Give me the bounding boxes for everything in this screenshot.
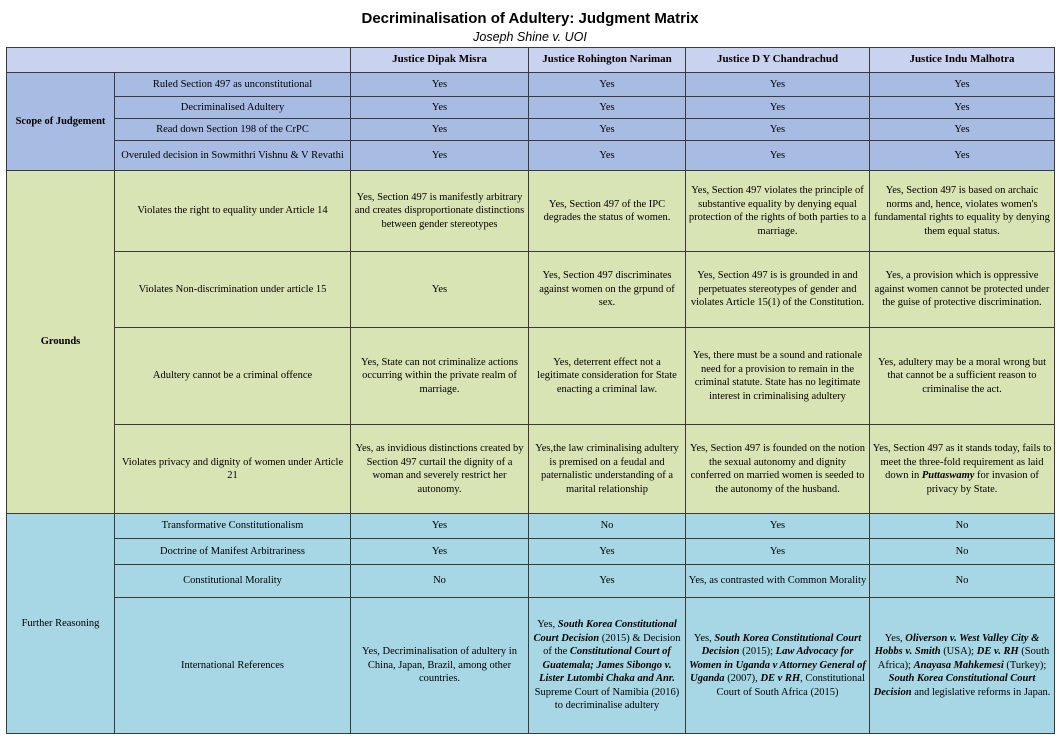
table-row	[7, 328, 1055, 425]
table-cell: Yes, Section 497 is founded on the notion the sexual autonomy and dignity conferred on married women is seeded to the autonomy of the husband.	[686, 425, 870, 514]
cell-text: (Turkey);	[1003, 659, 1047, 671]
table-cell: Yes	[686, 539, 870, 565]
table-cell: Yes	[529, 119, 686, 141]
table-cell: Yes	[529, 565, 686, 598]
table-cell: Yes	[686, 514, 870, 539]
table-cell: Yes, Section 497 discriminates against women on the grpund of sex.	[529, 252, 686, 328]
table-row	[7, 141, 1055, 171]
row-label: Read down Section 198 of the CrPC	[115, 119, 351, 141]
table-cell: Yes, Section 497 is is grounded in and perpetuates stereotypes of gender and violates Article 15(1) of the Constitution.	[686, 252, 870, 328]
cell-text: Yes,	[537, 619, 558, 631]
table-cell: Yes	[529, 97, 686, 119]
table-cell: Yes, as invidious distinctions created by Section 497 curtail the dignity of a woman and severely restrict her autonomy.	[351, 425, 529, 514]
table-cell: No	[529, 514, 686, 539]
row-label: Violates privacy and dignity of women under Article 21	[115, 425, 351, 514]
cell-text: for invasion of privacy by State.	[926, 470, 1039, 495]
table-cell	[870, 425, 1055, 514]
table-cell: Yes	[351, 97, 529, 119]
table-row	[7, 171, 1055, 252]
table-row	[7, 425, 1055, 514]
table-row	[7, 598, 1055, 734]
case-citation: South Korea Constitutional Court Decision	[533, 619, 677, 644]
row-label: Violates the right to equality under Article 14	[115, 171, 351, 252]
table-cell: Yes, there must be a sound and rationale need for a provision to remain in the criminal statute. State has no legitimate interest in criminalising adultery	[686, 328, 870, 425]
cell-text: (2007),	[724, 673, 761, 685]
case-citation: Law Advocacy for Women in Uganda v Attorney General of Uganda	[689, 646, 866, 685]
row-label: Doctrine of Manifest Arbitrariness	[115, 539, 351, 565]
table-cell: Yes	[351, 252, 529, 328]
case-citation: Anayasa Mahkemesi	[913, 659, 1004, 671]
cell-text: Yes, Section 497 as it stands today, fails to meet the three-fold requirement as laid down in	[872, 443, 1052, 481]
table-cell: Yes	[686, 97, 870, 119]
table-cell: Yes	[686, 119, 870, 141]
table-cell: Yes	[351, 73, 529, 97]
table-cell: Yes, Section 497 of the IPC degrades the status of women.	[529, 171, 686, 252]
header-blank	[7, 48, 351, 73]
table-cell: Yes, Section 497 is manifestly arbitrary and creates disproportionate distinctions between gender stereotypes	[351, 171, 529, 252]
cell-text: (2015) & Decision of the	[543, 632, 681, 658]
table-cell: Yes, Section 497 is based on archaic norms and, hence, violates women's fundamental rights to equality by denying them equal status.	[870, 171, 1055, 252]
row-label: Decriminalised Adultery	[115, 97, 351, 119]
table-cell: No	[870, 539, 1055, 565]
table-cell: Yes	[351, 141, 529, 171]
table-cell: Yes, State can not criminalize actions occurring within the private realm of marriage.	[351, 328, 529, 425]
table-cell: Yes, as contrasted with Common Morality	[686, 565, 870, 598]
column-header: Justice Indu Malhotra	[870, 48, 1055, 73]
column-header: Justice D Y Chandrachud	[686, 48, 870, 73]
table-cell: Yes	[686, 141, 870, 171]
header-row	[7, 48, 1055, 73]
table-cell: Yes	[529, 141, 686, 171]
cell-text: Yes,	[884, 632, 906, 644]
column-header: Justice Rohington Nariman	[529, 48, 686, 73]
table-cell: Yes, adultery may be a moral wrong but that cannot be a sufficient reason to criminalise the act.	[870, 328, 1055, 425]
cell-text: (2015);	[739, 646, 776, 658]
table-cell: Yes	[870, 141, 1055, 171]
table-cell: No	[870, 514, 1055, 539]
row-label: Adultery cannot be a criminal offence	[115, 328, 351, 425]
case-citation: DE v. RH	[976, 646, 1019, 658]
case-citation: Puttaswamy	[921, 470, 975, 481]
cell-text: (USA);	[940, 646, 977, 658]
judgment-matrix-table	[6, 47, 1055, 734]
case-citation: South Korea Constitutional Court Decision	[701, 632, 862, 658]
row-label: Transformative Constitutionalism	[115, 514, 351, 539]
table-cell: Yes	[870, 97, 1055, 119]
table-cell: Yes	[529, 73, 686, 97]
table-cell: Yes	[351, 119, 529, 141]
table-row	[7, 252, 1055, 328]
table-cell: Yes	[686, 73, 870, 97]
cell-text: and legislative reforms in Japan.	[911, 686, 1051, 698]
table-row	[7, 514, 1055, 539]
table-cell	[686, 598, 870, 734]
table-row	[7, 73, 1055, 97]
cell-text: Supreme Court of Namibia (2016) to decriminalise adultery	[534, 686, 680, 712]
row-label: Ruled Section 497 as unconstitutional	[115, 73, 351, 97]
cell-text: Yes,	[693, 632, 715, 644]
case-citation: DE v RH	[760, 673, 801, 685]
section-label-scope: Scope of Judgement	[7, 73, 115, 171]
table-cell: Yes	[351, 514, 529, 539]
table-cell: No	[870, 565, 1055, 598]
section-label-further: Further Reasoning	[7, 514, 115, 734]
document-title: Decriminalisation of Adultery: Judgment Matrix	[361, 10, 699, 27]
case-citation: Constitutional Court of Guatemala; James Sibongo v. Lister Lutombi Chaka and Anr.	[539, 646, 675, 685]
case-citation: South Korea Constitutional Court Decision	[873, 673, 1036, 698]
table-row	[7, 97, 1055, 119]
table-cell	[529, 598, 686, 734]
table-row	[7, 565, 1055, 598]
row-label: Overuled decision in Sowmithri Vishnu & V Revathi	[115, 141, 351, 171]
table-cell: Yes, Decriminalisation of adultery in China, Japan, Brazil, among other countries.	[351, 598, 529, 734]
column-header: Justice Dipak Misra	[351, 48, 529, 73]
cell-text: , Constitutional Court of South Africa (2015)	[716, 673, 865, 698]
cell-text: (South Africa);	[877, 646, 1050, 671]
table-cell: Yes, a provision which is oppressive against women cannot be protected under the guise of protective discrimination.	[870, 252, 1055, 328]
table-cell: Yes,the law criminalising adultery is premised on a feudal and paternalistic understanding of a marital relationship	[529, 425, 686, 514]
document-subtitle: Joseph Shine v. UOI	[473, 30, 587, 44]
table-cell: No	[351, 565, 529, 598]
table-cell: Yes, deterrent effect not a legitimate consideration for State enacting a criminal law.	[529, 328, 686, 425]
row-label: International References	[115, 598, 351, 734]
row-label: Violates Non-discrimination under article 15	[115, 252, 351, 328]
table-cell: Yes, Section 497 violates the principle of substantive equality by denying equal protection of the rights of both parties to a marriage.	[686, 171, 870, 252]
table-cell: Yes	[870, 119, 1055, 141]
table-cell: Yes	[351, 539, 529, 565]
case-citation: Oliverson v. West Valley City & Hobbs v. Smith	[874, 632, 1040, 658]
table-row	[7, 119, 1055, 141]
table-row	[7, 539, 1055, 565]
table-cell: Yes	[529, 539, 686, 565]
table-cell: Yes	[870, 73, 1055, 97]
row-label: Constitutional Morality	[115, 565, 351, 598]
table-cell	[870, 598, 1055, 734]
section-label-grounds: Grounds	[7, 171, 115, 514]
